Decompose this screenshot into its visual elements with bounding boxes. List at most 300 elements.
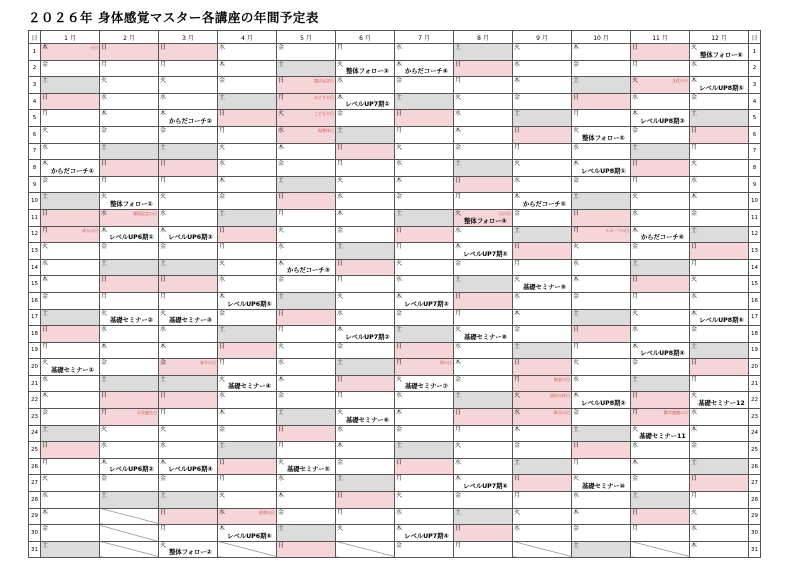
event-label: レベルUP6期⑤ bbox=[227, 300, 272, 308]
calendar-cell bbox=[454, 359, 513, 376]
event-label: レベルUP7期⑤ bbox=[463, 250, 508, 258]
weekday-label: 土 bbox=[396, 326, 403, 334]
weekday-label: 火 bbox=[278, 458, 285, 466]
weekday-label: 土 bbox=[632, 143, 639, 151]
weekday-label: 金 bbox=[219, 309, 226, 317]
calendar-cell bbox=[513, 342, 572, 359]
calendar-cell bbox=[513, 60, 572, 77]
weekday-label: 日 bbox=[278, 309, 285, 317]
calendar-cell bbox=[690, 392, 749, 409]
weekday-label: 月 bbox=[691, 259, 698, 267]
weekday-label: 日 bbox=[455, 292, 462, 300]
weekday-label: 木 bbox=[632, 342, 639, 350]
weekday-label: 土 bbox=[514, 110, 521, 118]
weekday-label: 金 bbox=[160, 126, 167, 134]
day-number-right: 23 bbox=[749, 409, 761, 426]
weekday-label: 金 bbox=[337, 342, 344, 350]
weekday-label: 金 bbox=[219, 77, 226, 85]
calendar-cell bbox=[395, 309, 454, 326]
calendar-cell bbox=[690, 458, 749, 475]
weekday-label: 木 bbox=[42, 276, 49, 284]
calendar-cell bbox=[395, 359, 454, 376]
weekday-label: 月 bbox=[691, 375, 698, 383]
weekday-label: 日 bbox=[691, 126, 698, 134]
weekday-label: 月 bbox=[160, 176, 167, 184]
weekday-label: 日 bbox=[42, 326, 49, 334]
weekday-label: 土 bbox=[396, 442, 403, 450]
weekday-label: 火 bbox=[278, 342, 285, 350]
calendar-cell bbox=[277, 458, 336, 475]
calendar-cell bbox=[336, 425, 395, 442]
weekday-label: 月 bbox=[278, 442, 285, 450]
calendar-cell bbox=[41, 243, 100, 260]
calendar-cell bbox=[454, 326, 513, 343]
calendar-cell bbox=[690, 193, 749, 210]
weekday-label: 土 bbox=[278, 525, 285, 533]
day-number-left: 31 bbox=[29, 541, 41, 558]
calendar-cell bbox=[454, 60, 513, 77]
calendar-cell bbox=[572, 359, 631, 376]
calendar-cell bbox=[395, 126, 454, 143]
calendar-cell bbox=[41, 375, 100, 392]
weekday-label: 土 bbox=[101, 259, 108, 267]
weekday-label: 火 bbox=[455, 442, 462, 450]
weekday-label: 日 bbox=[514, 475, 521, 483]
calendar-cell bbox=[454, 375, 513, 392]
weekday-label: 月 bbox=[219, 243, 226, 251]
calendar-cell bbox=[572, 342, 631, 359]
weekday-label: 月 bbox=[573, 458, 580, 466]
calendar-cell bbox=[336, 475, 395, 492]
weekday-label: 月 bbox=[337, 508, 344, 516]
weekday-label: 日 bbox=[160, 160, 167, 168]
weekday-label: 木 bbox=[396, 525, 403, 533]
weekday-label: 日 bbox=[219, 110, 226, 118]
calendar-cell bbox=[395, 409, 454, 426]
event-label: からだコーチ⑥ bbox=[640, 234, 685, 242]
weekday-label: 日 bbox=[573, 442, 580, 450]
weekday-label: 水 bbox=[573, 375, 580, 383]
weekday-label: 日 bbox=[455, 176, 462, 184]
event-label: 基礎セミナー11 bbox=[639, 433, 686, 441]
weekday-label: 金 bbox=[632, 475, 639, 483]
calendar-cell bbox=[100, 110, 159, 127]
weekday-label: 日 bbox=[278, 541, 285, 549]
calendar-row bbox=[29, 44, 761, 61]
weekday-label: 木 bbox=[514, 425, 521, 433]
weekday-label: 日 bbox=[337, 375, 344, 383]
calendar-cell bbox=[100, 160, 159, 177]
weekday-label: 日 bbox=[455, 409, 462, 417]
calendar-cell bbox=[41, 193, 100, 210]
weekday-label: 水 bbox=[396, 276, 403, 284]
holiday-label: 勤労感謝の日 bbox=[664, 410, 688, 416]
weekday-label: 木 bbox=[278, 375, 285, 383]
calendar-cell bbox=[336, 309, 395, 326]
calendar-cell bbox=[572, 409, 631, 426]
calendar-cell bbox=[218, 259, 277, 276]
weekday-label: 月 bbox=[396, 126, 403, 134]
weekday-label: 土 bbox=[337, 475, 344, 483]
calendar-cell bbox=[41, 259, 100, 276]
calendar-cell bbox=[41, 458, 100, 475]
calendar-cell bbox=[100, 375, 159, 392]
weekday-label: 火 bbox=[101, 425, 108, 433]
calendar-cell bbox=[218, 44, 277, 61]
calendar-cell bbox=[218, 475, 277, 492]
weekday-label: 火 bbox=[337, 176, 344, 184]
weekday-label: 木 bbox=[514, 309, 521, 317]
weekday-label: 金 bbox=[691, 326, 698, 334]
calendar-cell bbox=[454, 160, 513, 177]
calendar-cell bbox=[631, 243, 690, 260]
calendar-cell bbox=[631, 110, 690, 127]
day-number-right: 22 bbox=[749, 392, 761, 409]
day-number-left: 28 bbox=[29, 492, 41, 509]
month-header: 6 月 bbox=[336, 31, 395, 44]
calendar-cell bbox=[336, 209, 395, 226]
calendar-cell bbox=[454, 525, 513, 542]
calendar-cell bbox=[336, 44, 395, 61]
weekday-label: 木 bbox=[573, 276, 580, 284]
weekday-label: 火 bbox=[101, 309, 108, 317]
calendar-cell bbox=[218, 60, 277, 77]
weekday-label: 火 bbox=[278, 110, 285, 118]
day-number-right: 27 bbox=[749, 475, 761, 492]
calendar-cell bbox=[572, 243, 631, 260]
calendar-row bbox=[29, 475, 761, 492]
day-header-left: 日 bbox=[29, 31, 41, 44]
weekday-label: 火 bbox=[691, 276, 698, 284]
weekday-label: 土 bbox=[278, 292, 285, 300]
calendar-row bbox=[29, 359, 761, 376]
weekday-label: 金 bbox=[396, 77, 403, 85]
calendar-cell bbox=[395, 160, 454, 177]
weekday-label: 木 bbox=[573, 44, 580, 51]
calendar-cell bbox=[100, 458, 159, 475]
calendar-cell bbox=[395, 458, 454, 475]
holiday-label: こどもの日 bbox=[314, 111, 334, 117]
weekday-label: 木 bbox=[160, 110, 167, 118]
calendar-cell bbox=[336, 126, 395, 143]
weekday-label: 水 bbox=[573, 492, 580, 500]
calendar-cell bbox=[218, 276, 277, 293]
calendar-row bbox=[29, 326, 761, 343]
calendar-cell bbox=[690, 276, 749, 293]
event-label: 基礎セミナー⑤ bbox=[286, 466, 331, 474]
event-label: レベルUP8期① bbox=[581, 167, 626, 175]
weekday-label: 金 bbox=[573, 525, 580, 533]
weekday-label: 金 bbox=[455, 492, 462, 500]
calendar-cell bbox=[277, 93, 336, 110]
calendar-cell bbox=[277, 44, 336, 61]
weekday-label: 水 bbox=[396, 44, 403, 51]
weekday-label: 月 bbox=[278, 326, 285, 334]
weekday-label: 月 bbox=[101, 292, 108, 300]
calendar-cell bbox=[277, 226, 336, 243]
calendar-cell bbox=[454, 409, 513, 426]
calendar-cell bbox=[41, 226, 100, 243]
calendar-cell bbox=[277, 176, 336, 193]
weekday-label: 金 bbox=[278, 160, 285, 168]
calendar-cell bbox=[395, 342, 454, 359]
event-label: 整体フォロー⑥ bbox=[700, 51, 743, 59]
calendar-cell bbox=[218, 143, 277, 160]
calendar-cell bbox=[513, 259, 572, 276]
weekday-label: 水 bbox=[337, 193, 344, 201]
calendar-cell bbox=[454, 492, 513, 509]
calendar-cell bbox=[336, 176, 395, 193]
month-header: 8 月 bbox=[454, 31, 513, 44]
calendar-cell bbox=[159, 110, 218, 127]
calendar-cell bbox=[454, 44, 513, 61]
weekday-label: 水 bbox=[42, 143, 49, 151]
event-label: からだコーチ④ bbox=[404, 68, 449, 76]
event-label: 基礎セミナー⑥ bbox=[345, 416, 390, 424]
calendar-cell bbox=[100, 193, 159, 210]
weekday-label: 水 bbox=[42, 375, 49, 383]
weekday-label: 金 bbox=[101, 475, 108, 483]
weekday-label: 金 bbox=[573, 60, 580, 68]
calendar-cell bbox=[336, 110, 395, 127]
calendar-cell bbox=[690, 541, 749, 558]
event-label: からだコーチ① bbox=[50, 167, 95, 175]
weekday-label: 木 bbox=[42, 160, 49, 168]
calendar-row bbox=[29, 508, 761, 525]
weekday-label: 木 bbox=[455, 126, 462, 134]
calendar-cell bbox=[572, 77, 631, 94]
weekday-label: 火 bbox=[219, 143, 226, 151]
weekday-label: 日 bbox=[337, 143, 344, 151]
weekday-label: 金 bbox=[573, 176, 580, 184]
month-header: 11 月 bbox=[631, 31, 690, 44]
calendar-cell bbox=[690, 110, 749, 127]
weekday-label: 金 bbox=[278, 508, 285, 516]
day-number-left: 6 bbox=[29, 126, 41, 143]
weekday-label: 日 bbox=[455, 60, 462, 68]
calendar-cell bbox=[631, 375, 690, 392]
weekday-label: 日 bbox=[42, 442, 49, 450]
day-number-left: 20 bbox=[29, 359, 41, 376]
weekday-label: 金 bbox=[160, 243, 167, 251]
weekday-label: 水 bbox=[455, 458, 462, 466]
calendar-cell bbox=[572, 143, 631, 160]
event-label: 基礎セミナー⑨ bbox=[522, 283, 567, 291]
calendar-cell bbox=[159, 326, 218, 343]
weekday-label: 火 bbox=[455, 93, 462, 101]
calendar-row bbox=[29, 442, 761, 459]
day-number-right: 10 bbox=[749, 193, 761, 210]
calendar-cell bbox=[690, 209, 749, 226]
calendar-cell bbox=[218, 209, 277, 226]
calendar-row bbox=[29, 77, 761, 94]
weekday-label: 火 bbox=[219, 375, 226, 383]
calendar-cell bbox=[513, 209, 572, 226]
event-label: 整体フォロー① bbox=[110, 200, 153, 208]
calendar-cell bbox=[513, 442, 572, 459]
calendar-row bbox=[29, 425, 761, 442]
calendar-cell bbox=[41, 60, 100, 77]
event-label: レベルUP6期② bbox=[109, 466, 154, 474]
weekday-label: 木 bbox=[160, 342, 167, 350]
calendar-cell bbox=[690, 342, 749, 359]
calendar-cell bbox=[159, 60, 218, 77]
weekday-label: 水 bbox=[691, 409, 698, 417]
weekday-label: 水 bbox=[396, 160, 403, 168]
event-label: レベルUP8期⑥ bbox=[699, 317, 744, 325]
weekday-label: 木 bbox=[160, 226, 167, 234]
weekday-label: 日 bbox=[514, 359, 521, 367]
weekday-label: 土 bbox=[573, 425, 580, 433]
calendar-cell bbox=[159, 93, 218, 110]
event-label: レベルUP6期③ bbox=[168, 234, 213, 242]
calendar-cell bbox=[100, 409, 159, 426]
weekday-label: 日 bbox=[219, 226, 226, 234]
calendar-cell bbox=[277, 475, 336, 492]
day-number-left: 30 bbox=[29, 525, 41, 542]
calendar-cell bbox=[513, 77, 572, 94]
weekday-label: 水 bbox=[396, 392, 403, 400]
weekday-label: 月 bbox=[42, 226, 49, 234]
weekday-label: 火 bbox=[278, 226, 285, 234]
calendar-cell bbox=[159, 126, 218, 143]
day-number-left: 4 bbox=[29, 93, 41, 110]
day-number-right: 14 bbox=[749, 259, 761, 276]
calendar-cell bbox=[513, 525, 572, 542]
calendar-cell bbox=[631, 160, 690, 177]
calendar-cell bbox=[41, 44, 100, 61]
calendar-cell bbox=[100, 475, 159, 492]
day-number-right: 6 bbox=[749, 126, 761, 143]
day-number-left: 26 bbox=[29, 458, 41, 475]
holiday-label: 敬老の日 bbox=[554, 376, 570, 382]
weekday-label: 土 bbox=[455, 160, 462, 168]
weekday-label: 日 bbox=[278, 193, 285, 201]
calendar-cell bbox=[690, 492, 749, 509]
calendar-cell bbox=[454, 243, 513, 260]
event-label: 整体フォロー⑤ bbox=[582, 134, 625, 142]
weekday-label: 日 bbox=[396, 458, 403, 466]
calendar-cell bbox=[218, 309, 277, 326]
calendar-cell bbox=[41, 292, 100, 309]
calendar-cell bbox=[572, 259, 631, 276]
weekday-label: 月 bbox=[632, 292, 639, 300]
weekday-label: 火 bbox=[160, 541, 167, 549]
weekday-label: 月 bbox=[632, 525, 639, 533]
weekday-label: 月 bbox=[219, 126, 226, 134]
calendar-cell bbox=[454, 126, 513, 143]
calendar-cell bbox=[395, 425, 454, 442]
calendar-cell bbox=[690, 143, 749, 160]
calendar-cell bbox=[454, 425, 513, 442]
calendar-cell bbox=[100, 292, 159, 309]
calendar-cell bbox=[218, 176, 277, 193]
calendar-cell bbox=[631, 176, 690, 193]
weekday-label: 日 bbox=[514, 243, 521, 251]
weekday-label: 月 bbox=[573, 342, 580, 350]
calendar-cell bbox=[159, 409, 218, 426]
calendar-cell bbox=[631, 359, 690, 376]
calendar-cell bbox=[690, 475, 749, 492]
calendar-cell bbox=[631, 276, 690, 293]
calendar-row bbox=[29, 292, 761, 309]
calendar-cell bbox=[100, 326, 159, 343]
weekday-label: 水 bbox=[219, 508, 226, 516]
day-number-right: 9 bbox=[749, 176, 761, 193]
weekday-label: 月 bbox=[337, 160, 344, 168]
calendar-cell bbox=[336, 375, 395, 392]
weekday-label: 金 bbox=[396, 541, 403, 549]
holiday-label: 昭和の日 bbox=[259, 509, 275, 515]
event-label: 整体フォロー④ bbox=[464, 217, 507, 225]
calendar-cell bbox=[100, 359, 159, 376]
calendar-cell bbox=[631, 425, 690, 442]
weekday-label: 木 bbox=[42, 508, 49, 516]
calendar-cell bbox=[513, 126, 572, 143]
calendar-cell bbox=[631, 93, 690, 110]
weekday-label: 火 bbox=[337, 409, 344, 417]
calendar-cell bbox=[159, 276, 218, 293]
holiday-label: 建国記念の日 bbox=[133, 210, 157, 216]
day-number-left: 23 bbox=[29, 409, 41, 426]
calendar-cell bbox=[41, 77, 100, 94]
calendar-cell bbox=[631, 475, 690, 492]
calendar-cell bbox=[572, 326, 631, 343]
day-number-right: 8 bbox=[749, 160, 761, 177]
weekday-label: 木 bbox=[573, 392, 580, 400]
calendar-cell bbox=[513, 143, 572, 160]
calendar-cell bbox=[513, 44, 572, 61]
weekday-label: 木 bbox=[101, 342, 108, 350]
weekday-label: 水 bbox=[396, 508, 403, 516]
weekday-label: 月 bbox=[455, 425, 462, 433]
event-label: 基礎セミナー⑩ bbox=[581, 483, 626, 491]
weekday-label: 日 bbox=[160, 392, 167, 400]
calendar-cell bbox=[395, 392, 454, 409]
weekday-label: 木 bbox=[396, 60, 403, 68]
calendar-cell bbox=[395, 276, 454, 293]
calendar-cell bbox=[454, 309, 513, 326]
weekday-label: 金 bbox=[514, 93, 521, 101]
holiday-label: 国民の休日 bbox=[550, 393, 570, 399]
weekday-label: 水 bbox=[337, 77, 344, 85]
weekday-label: 月 bbox=[632, 176, 639, 184]
month-header: 1 月 bbox=[41, 31, 100, 44]
weekday-label: 水 bbox=[514, 525, 521, 533]
calendar-cell bbox=[395, 525, 454, 542]
calendar-cell bbox=[218, 126, 277, 143]
weekday-label: 水 bbox=[337, 309, 344, 317]
weekday-label: 月 bbox=[514, 375, 521, 383]
calendar-cell bbox=[218, 160, 277, 177]
weekday-label: 金 bbox=[219, 425, 226, 433]
weekday-label: 月 bbox=[101, 60, 108, 68]
calendar-cell bbox=[572, 309, 631, 326]
weekday-label: 月 bbox=[573, 226, 580, 234]
weekday-label: 土 bbox=[160, 375, 167, 383]
calendar-cell bbox=[336, 193, 395, 210]
calendar-cell bbox=[454, 193, 513, 210]
weekday-label: 火 bbox=[219, 492, 226, 500]
holiday-label: 山の日 bbox=[499, 210, 511, 216]
calendar-cell bbox=[336, 292, 395, 309]
weekday-label: 土 bbox=[160, 143, 167, 151]
weekday-label: 木 bbox=[632, 110, 639, 118]
calendar-cell bbox=[572, 525, 631, 542]
calendar-cell bbox=[277, 292, 336, 309]
calendar-cell bbox=[41, 176, 100, 193]
month-header: 10 月 bbox=[572, 31, 631, 44]
